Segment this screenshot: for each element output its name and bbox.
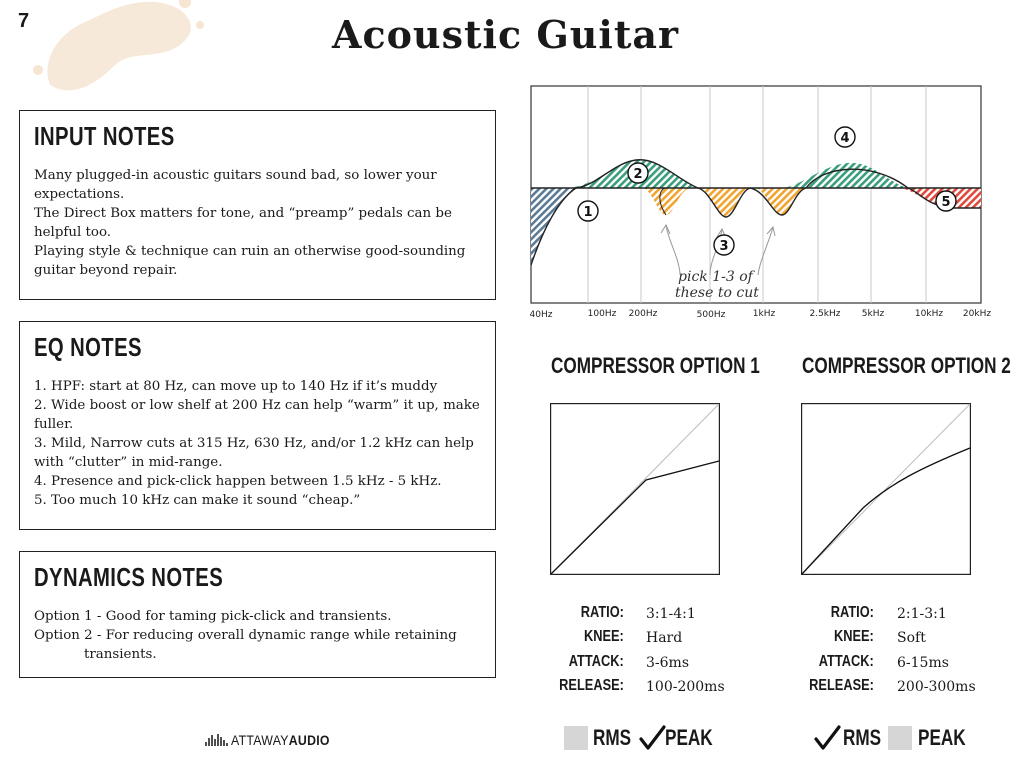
eq-notes-box — [19, 321, 496, 530]
peak-checkbox-unchecked — [888, 726, 912, 750]
rms-label: RMS — [843, 725, 882, 750]
compressor-1-detection — [564, 724, 714, 752]
compressor-1-transfer-curve — [550, 403, 720, 575]
waveform-logo-icon — [204, 733, 228, 747]
page-title: Acoustic Guitar — [331, 12, 680, 57]
page-number: 7 — [18, 10, 30, 32]
knee-value: Hard — [646, 630, 683, 646]
ratio-label: RATIO: — [830, 604, 874, 621]
rms-label: RMS — [593, 725, 632, 750]
eq-note-line: 2. Wide boost or low shelf at 200 Hz can help “warm” it up, make fuller. — [34, 398, 480, 432]
rms-checkmark-icon — [813, 724, 841, 752]
ratio-value: 3:1-4:1 — [646, 606, 696, 622]
compressor-2-detection — [813, 724, 966, 752]
eq-frequency-labels — [530, 309, 992, 320]
dynamics-note-line: Option 1 - Good for taming pick-click and transients. — [34, 609, 392, 624]
freq-label: 100Hz — [587, 309, 617, 319]
compressor-option-1-title: COMPRESSOR OPTION 1 — [551, 353, 760, 378]
freq-label: 200Hz — [628, 309, 658, 319]
peak-checkmark-icon — [638, 724, 666, 752]
eq-notes-heading: EQ NOTES — [34, 332, 142, 362]
release-value: 200-300ms — [897, 679, 976, 695]
release-label: RELEASE: — [809, 677, 874, 694]
peak-label: PEAK — [665, 725, 713, 750]
eq-curve-diagram — [528, 85, 998, 325]
eq-marker-4: 4 — [840, 131, 850, 146]
ratio-value: 2:1-3:1 — [897, 606, 947, 622]
freq-label: 2.5kHz — [809, 309, 841, 319]
eq-note-line: 3. Mild, Narrow cuts at 315 Hz, 630 Hz, and/or 1.2 kHz can help with “clutter” in mid-range. — [34, 436, 474, 470]
eq-annotation-line-1: pick 1-3 of — [678, 269, 753, 285]
freq-label: 1kHz — [752, 309, 776, 319]
dynamics-notes-box — [19, 551, 496, 678]
eq-note-line: 4. Presence and pick-click happen between 1.5 kHz - 5 kHz. — [34, 474, 442, 489]
compressor-option-2-title: COMPRESSOR OPTION 2 — [802, 353, 1011, 378]
eq-marker-5: 5 — [941, 195, 951, 210]
freq-label: 10kHz — [914, 309, 944, 319]
release-label: RELEASE: — [559, 677, 624, 694]
input-note-line: Many plugged-in acoustic guitars sound bad, so lower your expectations. — [34, 168, 437, 202]
brand-name: ATTAWAYAUDIO — [231, 732, 330, 748]
peak-label: PEAK — [918, 725, 966, 750]
compressor-2-transfer-curve — [801, 403, 971, 575]
attack-value: 3-6ms — [646, 655, 690, 671]
input-notes-heading: INPUT NOTES — [34, 121, 175, 151]
input-notes-box — [19, 110, 496, 300]
attack-label: ATTACK: — [819, 653, 874, 670]
eq-frame — [531, 86, 981, 303]
eq-note-line: 5. Too much 10 kHz can make it sound “cheap.” — [34, 493, 361, 508]
freq-label: 20kHz — [962, 309, 992, 319]
dynamics-notes-heading: DYNAMICS NOTES — [34, 562, 224, 592]
eq-marker-1: 1 — [583, 205, 593, 220]
eq-note-line: 1. HPF: start at 80 Hz, can move up to 140 Hz if it’s muddy — [34, 379, 438, 394]
knee-label: KNEE: — [834, 628, 874, 645]
release-value: 100-200ms — [646, 679, 725, 695]
eq-annotation-line-2: these to cut — [675, 285, 759, 301]
eq-marker-3: 3 — [719, 239, 729, 254]
freq-label: 5kHz — [861, 309, 885, 319]
attack-value: 6-15ms — [897, 655, 949, 671]
rms-checkbox-unchecked — [564, 726, 588, 750]
input-note-line: Playing style & technique can ruin an otherwise good-sounding guitar beyond repair. — [34, 244, 466, 278]
freq-label: 40Hz — [529, 310, 553, 320]
knee-label: KNEE: — [584, 628, 624, 645]
attack-label: ATTACK: — [569, 653, 624, 670]
ratio-label: RATIO: — [580, 604, 624, 621]
freq-label: 500Hz — [696, 310, 726, 320]
knee-value: Soft — [897, 630, 926, 646]
dynamics-note-line: Option 2 - For reducing overall dynamic range while retaining transients. — [34, 628, 457, 662]
input-note-line: The Direct Box matters for tone, and “preamp” pedals can be helpful too. — [34, 206, 452, 240]
eq-marker-2: 2 — [633, 167, 643, 182]
